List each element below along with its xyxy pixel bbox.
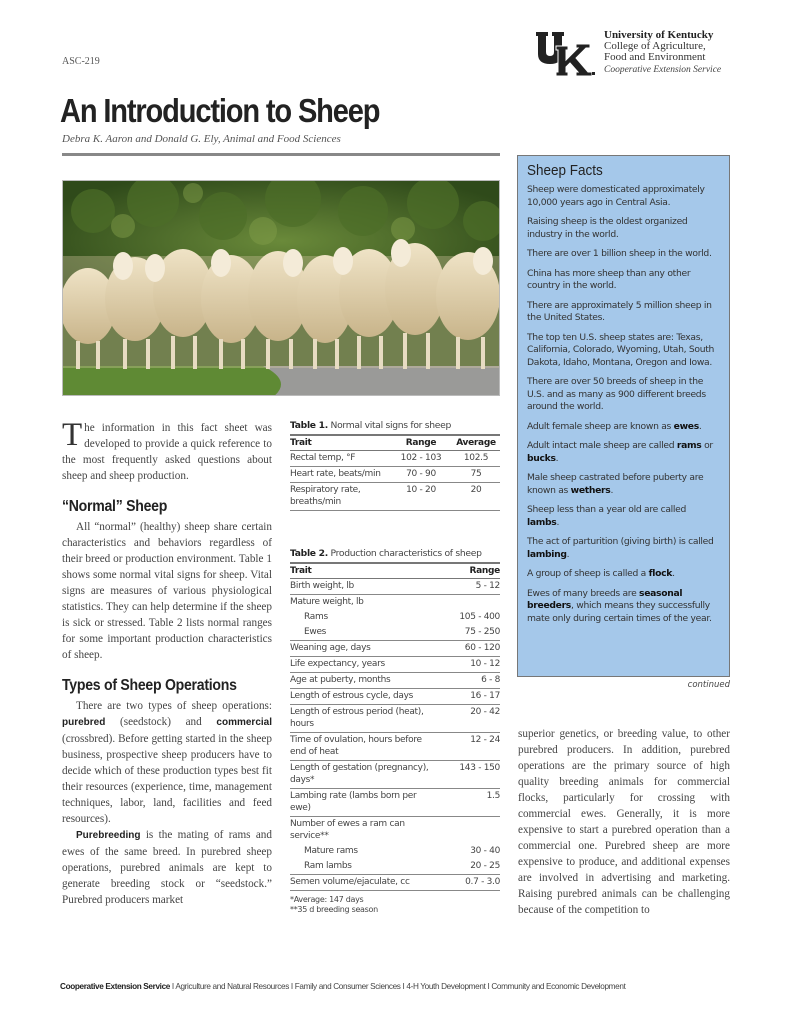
fact-item (527, 472, 720, 497)
fact-text: . (672, 568, 675, 579)
cell: Weaning age, days (290, 643, 371, 653)
table-label: Table 1. (290, 420, 328, 431)
continued-label: continued (687, 680, 730, 690)
footer-separator: I (290, 982, 293, 991)
fact-item (527, 440, 720, 465)
cell: 102.5 (463, 453, 489, 463)
table-row (290, 844, 500, 859)
uk-logo-mark (534, 30, 596, 78)
fact-item: There are approximately 5 million sheep in the United States. (527, 299, 712, 323)
table-row (290, 483, 500, 511)
cell: Birth weight, lb (290, 581, 354, 591)
table-row (290, 657, 500, 673)
university-name: University of Kentucky (604, 29, 714, 41)
cell: Ram lambs (304, 861, 352, 871)
cell: 143 - 150 (459, 763, 500, 773)
fact-item (527, 421, 720, 434)
footer-lead: Cooperative Extension Service (60, 982, 170, 991)
college-line-1: College of Agriculture, (604, 40, 706, 52)
fact-item (527, 504, 720, 529)
cell (438, 818, 500, 842)
fact-term: wethers (570, 484, 611, 496)
body-column-1 (62, 417, 272, 908)
table-caption (290, 420, 500, 432)
footer (60, 982, 740, 991)
cell: 10 - 20 (406, 485, 436, 495)
fact-text: , which means they successfully mate only during certain times of the year. (527, 600, 712, 624)
footer-item: 4-H Youth Development (406, 982, 486, 991)
cell: Ewes (304, 627, 327, 637)
table-row (290, 789, 500, 817)
table-row (290, 579, 500, 595)
cell: Age at puberty, months (290, 675, 391, 685)
table-footnote: **35 d breeding season (290, 905, 378, 914)
paragraph-text: is the mating of rams and ewes of the same breed. In purebred sheep operations, purebred animals are kept to generate breeding stock or “seedstock.” Purebred producers market (62, 829, 272, 906)
fact-text: Ewes of many breeds are (527, 587, 640, 599)
cell: Semen volume/ejaculate, cc (290, 877, 410, 887)
fact-text: Sheep less than a year old are called (527, 504, 687, 515)
sheep-flock-photo (62, 180, 500, 396)
document-id: ASC-219 (62, 56, 100, 67)
header-cell: Range (405, 438, 437, 448)
footer-item: Family and Consumer Sciences (294, 982, 401, 991)
fact-item: China has more sheep than any other country in the world. (527, 267, 691, 291)
operations-paragraph (62, 698, 272, 827)
cell: 10 - 12 (470, 659, 500, 669)
fact-item: The top ten U.S. sheep states are: Texas, California, Colorado, Wyoming, Utah, South Dakota, Idaho, Montana, Oregon and Iowa. (527, 331, 715, 368)
uk-logo (534, 30, 734, 80)
cell: Length of gestation (pregnancy), days* (290, 763, 429, 785)
table-header (290, 562, 500, 579)
fact-item: Raising sheep is the oldest organized industry in the world. (527, 216, 688, 240)
cell: 16 - 17 (470, 691, 500, 701)
cell: 0.7 - 3.0 (465, 877, 500, 887)
cell: 12 - 24 (470, 735, 500, 745)
normal-sheep-paragraph: All “normal” (healthy) sheep share certain characteristics and behaviors regardless of their breed or production environment. Table 1 shows some normal vital signs for sheep. Vital signs are measures of various physiological statistics. They can help determine if the sheep is sick or stressed. Table 2 lists normal ranges for some important production characteristics of sheep. (62, 521, 272, 661)
cell: 6 - 8 (481, 675, 500, 685)
table-row (290, 451, 500, 467)
fact-text: or (701, 440, 713, 451)
cell: Number of ewes a ram can service** (290, 819, 405, 841)
fact-text: . (698, 420, 702, 432)
sheep-photo-illustration (63, 181, 500, 396)
body-column-3: superior genetics, or breeding value, to other purebred producers. In addition, purebred operations are the primary source of high quality breeding animals for commercial flocks, particularly for crossing with commercial ewes. Generally, it is more expensive to start a purebred operation than a commercial one. Purebred sheep are more expensive to produce, and additional expenses are involved in advertising and marketing. Raising purebred animals can be challenging because of the competition to (518, 728, 730, 916)
cell: Rams (304, 612, 328, 622)
fact-text: . (610, 484, 614, 496)
cell: 75 - 250 (464, 627, 500, 637)
table-row (290, 761, 500, 789)
cell: Mature weight, lb (290, 597, 364, 607)
footer-item: Agriculture and Natural Resources (175, 982, 289, 991)
table-footnote: *Average: 147 days (290, 895, 364, 904)
fact-item (527, 588, 720, 626)
sheep-facts-sidebar (517, 155, 730, 677)
section-heading-normal-sheep: “Normal” Sheep (62, 498, 168, 515)
table-row (290, 595, 500, 610)
table-caption-text: Production characteristics of sheep (327, 548, 482, 559)
header-cell: Trait (290, 566, 312, 576)
fact-term: bucks (527, 452, 556, 464)
cell: 75 (470, 469, 482, 479)
term-purebred: purebred (62, 717, 106, 728)
table-row (290, 859, 500, 875)
fact-text: . (555, 452, 559, 464)
fact-term: seasonal breeders (527, 587, 683, 611)
fact-text: Male sheep castrated before puberty are known as (527, 472, 704, 496)
extension-service: Cooperative Extension Service (604, 65, 722, 75)
fact-item (527, 536, 720, 561)
cell: Length of estrous period (heat), hours (290, 707, 424, 729)
footer-separator: I (171, 982, 174, 991)
table-row (290, 610, 500, 625)
intro-text: he information in this fact sheet was developed to provide a quick reference to the most frequently asked questions about sheep and sheep production. (62, 422, 272, 482)
college-line-2: Food and Environment (604, 51, 706, 63)
paragraph-text: (seedstock) and (105, 716, 217, 728)
cell: Rectal temp, °F (290, 453, 356, 463)
cell (438, 596, 500, 608)
cell: 20 - 25 (470, 861, 500, 871)
table-row (290, 875, 500, 891)
footer-item: Community and Economic Development (491, 982, 626, 991)
cell: 70 - 90 (406, 469, 436, 479)
header-cell: Range (469, 566, 500, 576)
fact-text: The act of parturition (giving birth) is called (527, 536, 714, 547)
fact-item: Sheep were domesticated approximately 10,000 years ago in Central Asia. (527, 184, 705, 208)
table-row (290, 673, 500, 689)
table-header (290, 434, 500, 451)
title-rule (62, 153, 500, 156)
cell: Lambing rate (lambs born per ewe) (290, 791, 417, 813)
table-row (290, 733, 500, 761)
cell: 105 - 400 (459, 612, 500, 622)
fact-text: A group of sheep is called a (527, 568, 649, 579)
cell: 20 (470, 485, 482, 495)
term-commercial: commercial (216, 717, 272, 728)
table-row (290, 625, 500, 641)
drop-cap: T (62, 417, 83, 453)
fact-item: There are over 1 billion sheep in the world. (527, 248, 712, 259)
table-row (290, 817, 500, 844)
fact-item (527, 568, 720, 581)
paragraph-text: (crossbred). Before getting started in the sheep business, prospective sheep producers have to decide which of these production types best fit their resources (experience, time, management techniques, labor, land, facilities and feed resources). (62, 733, 272, 825)
table-caption (290, 548, 500, 560)
fact-term: flock (648, 568, 673, 579)
fact-term: ewes (673, 420, 699, 432)
fact-term: lambing (527, 548, 567, 560)
cell: 102 - 103 (400, 453, 442, 463)
header-cell: Trait (290, 438, 312, 448)
table-label: Table 2. (290, 548, 328, 559)
footer-separator: I (487, 982, 490, 991)
paragraph-text: There are two types of sheep operations: (76, 700, 272, 712)
fact-term: rams (676, 440, 702, 451)
cell: 1.5 (486, 791, 500, 801)
cell: Length of estrous cycle, days (290, 691, 413, 701)
term-purebreeding: Purebreeding (76, 830, 141, 841)
cell: 30 - 40 (470, 846, 500, 856)
cell: Respiratory rate, breaths/min (290, 485, 361, 507)
cell: 5 - 12 (475, 581, 500, 591)
table-production-characteristics (290, 548, 500, 915)
table-row (290, 467, 500, 483)
fact-text: Adult female sheep are known as (527, 420, 674, 432)
purebreeding-paragraph (62, 827, 272, 908)
table-row (290, 705, 500, 733)
sidebar-title: Sheep Facts (527, 162, 603, 179)
cell: 20 - 42 (470, 707, 500, 717)
table-row (290, 689, 500, 705)
table-vital-signs (290, 420, 500, 511)
fact-text: Adult intact male sheep are called (527, 440, 677, 451)
section-heading-operations: Types of Sheep Operations (62, 677, 237, 694)
footer-separator: I (402, 982, 405, 991)
cell: Time of ovulation, hours before end of heat (290, 735, 422, 757)
table-row (290, 641, 500, 657)
table-caption-text: Normal vital signs for sheep (327, 420, 452, 431)
cell: 60 - 120 (464, 643, 500, 653)
cell: Mature rams (304, 846, 358, 856)
fact-text: . (556, 516, 560, 528)
intro-paragraph (62, 417, 272, 484)
fact-text: . (566, 548, 570, 560)
fact-item: There are over 50 breeds of sheep in the U.S. and as many as 900 different breeds around the world. (527, 376, 706, 412)
cell: Life expectancy, years (290, 659, 385, 669)
header-cell: Average (456, 438, 496, 448)
cell: Heart rate, beats/min (290, 469, 381, 479)
page-title: An Introduction to Sheep (60, 92, 380, 129)
fact-term: lambs (527, 516, 557, 528)
authors: Debra K. Aaron and Donald G. Ely, Animal and Food Sciences (62, 133, 341, 145)
